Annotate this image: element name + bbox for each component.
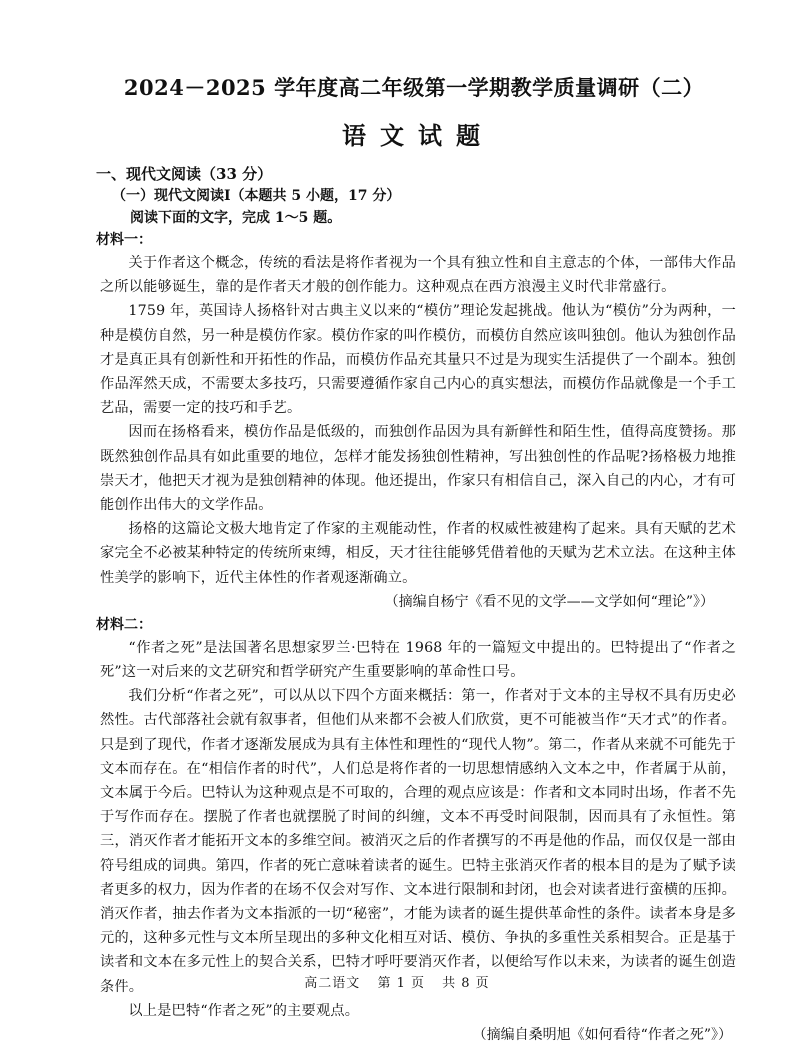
material-label: 材料一： (96, 232, 152, 248)
footer-total-pages: 共 8 页 (442, 976, 490, 991)
paragraph: 关于作者这个概念，传统的看法是将作者视为一个具有独立性和自主意志的个体，一部伟大作品之所以能够诞生，靠的是作者天才般的创作能力。这种观点在西方浪漫主义时代非常盛行。 (100, 255, 736, 296)
citation: （摘编自杨宁《看不见的文学——文学如何“理论”》） (384, 593, 714, 610)
exam-subtitle: 语文试题 (342, 121, 494, 150)
footer-page-number: 第 1 页 (377, 976, 425, 991)
paragraph: “作者之死”是法国著名思想家罗兰·巴特在 1968 年的一篇短文中提出的。巴特提出了“作者之死”这一对后来的文艺研究和哲学研究产生重要影响的革命性口号。 (100, 639, 736, 681)
reading-instruction: 阅读下面的文字，完成 1～5 题。 (130, 210, 342, 226)
paragraph: 1759 年，英国诗人扬格针对古典主义以来的“模仿”理论发起挑战。他认为“模仿”分为两种，一种是模仿自然，另一种是模仿作家。模仿作家的叫作模仿，而模仿自然应该叫独创。他认为独创作品才是真正具有创新性和开拓性的作品，而模仿作品充其量只不过是为现实生活提供了一个副本。独创作品浑然天成，不需要太多技巧，只需要遵循作家自己内心的真实想法，而模仿作品就像是一个手工艺品，需要一定的技巧和手艺。 (100, 303, 736, 417)
paragraph: 因而在扬格看来，模仿作品是低级的，而独创作品因为具有新鲜性和陌生性，值得高度赞扬。那既然独创作品具有如此重要的地位，怎样才能发扬独创性精神，写出独创性的作品呢?扬格极力地推崇天才，他把天才视为是独创精神的体现。他还提出，作家只有相信自己，深入自己的内心，才有可能创作出伟大的文学作品。 (100, 424, 736, 514)
sub-section-heading: （一）现代文阅读Ⅰ（本题共 5 小题，17 分） (112, 188, 401, 204)
exam-title: 2024－2025 学年度高二年级第一学期教学质量调研（二） (123, 75, 705, 100)
material-label: 材料二： (96, 616, 152, 633)
section-heading: 一、现代文阅读（33 分） (96, 165, 273, 183)
paragraph: 以上是巴特“作者之死”的主要观点。 (128, 1002, 360, 1019)
paragraph: 我们分析“作者之死”，可以从以下四个方面来概括：第一，作者对于文本的主导权不具有历史必然性。古代部落社会就有叙事者，但他们从来都不会被人们欣赏，更不可能被当作“天才式”的作者。只是到了现代，作者才逐渐发展成为具有主体性和理性的“现代人物”。第二，作者从来就不可能先于文本而存在。在“相信作者的时代”，人们总是将作者的一切思想情感纳入文本之中，作者属于从前，文本属于今后。巴特认为这种观点是不可取的，合理的观点应该是：作者和文本同时出场，作者不先于写作而存在。摆脱了作者也就摆脱了时间的纠缠，文本不再受时间限制，因而具有了永恒性。第三，消灭作者才能拓开文本的多维空间。被消灭之后的作者撰写的不再是他的作品，而仅仅是一部由符号组成的词典。第四，作者的死亡意味着读者的诞生。巴特主张消灭作者的根本目的是为了赋予读者更多的权力，因为作者的在场不仅会对写作、文本进行限制和封闭，也会对读者进行蛮横的压抑。消灭作者，抽去作者为文本指派的一切“秘密”，才能为读者的诞生提供革命性的条件。读者本身是多元的，这种多元性与文本所呈现出的多种文化相互对话、模仿、争执的多重性关系相契合。正是基于读者和文本在多元性上的契合关系，巴特才呼吁要消灭作者，以便给写作以未来，为读者的诞生创造条件。 (100, 688, 736, 995)
page-footer (0, 972, 794, 991)
paragraph: 扬格的这篇论文极大地肯定了作家的主观能动性，作者的权威性被建构了起来。具有天赋的艺术家完全不必被某种特定的传统所束缚，相反，天才往往能够凭借着他的天赋为艺术立法。在这种主体性美学的影响下，近代主体性的作者观逐渐确立。 (100, 521, 736, 586)
citation: （摘编自桑明旭《如何看待“作者之死”》） (472, 1027, 732, 1044)
footer-subject: 高二语文 (304, 976, 361, 991)
